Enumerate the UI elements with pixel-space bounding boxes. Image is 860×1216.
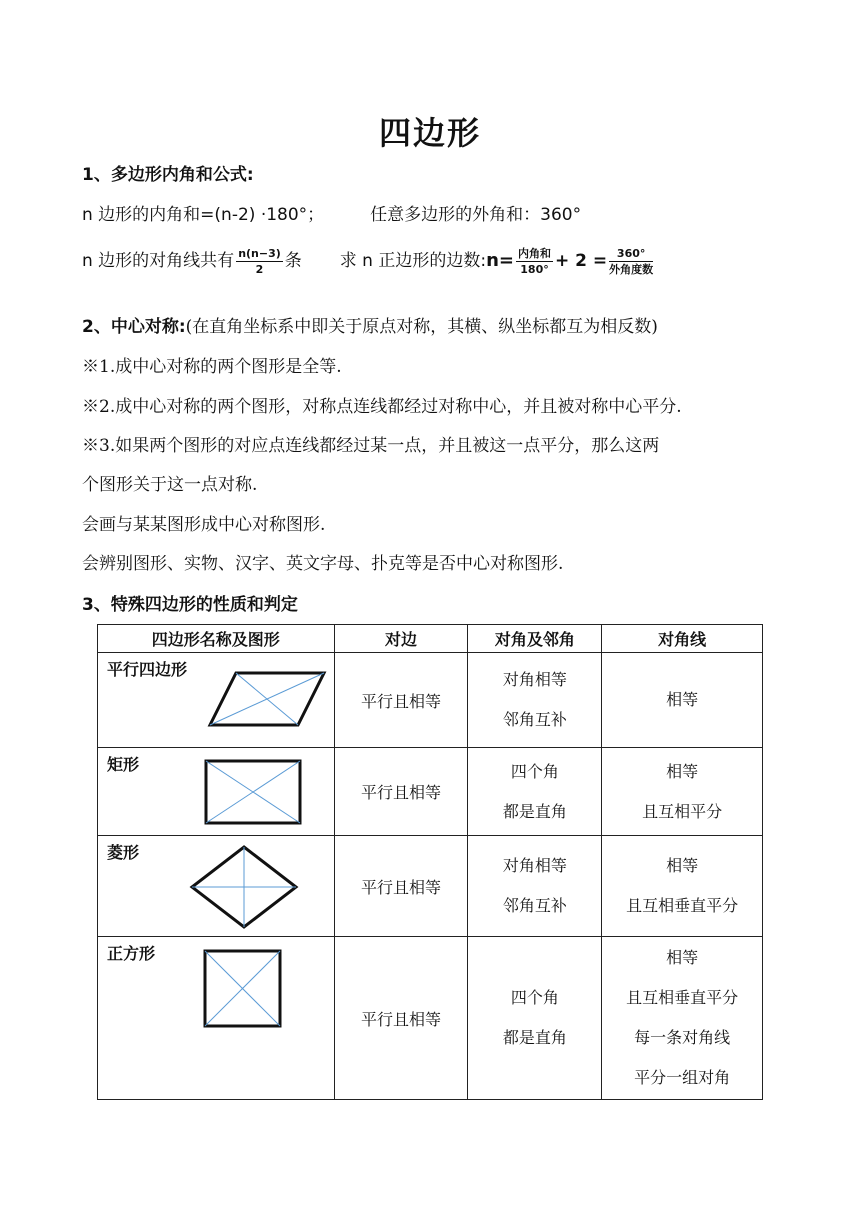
- rectangle-icon: [204, 759, 304, 827]
- symmetry-note-2: 会辨别图形、实物、汉字、英文字母、扑克等是否中心对称图形.: [82, 554, 564, 574]
- diagonal-fraction-numerator: n(n−3): [238, 247, 281, 260]
- interior-fraction-denominator: 180°: [520, 263, 549, 276]
- table-header-row: [98, 625, 763, 653]
- diagonals-line: 相等: [666, 761, 699, 781]
- row-sides: 平行且相等: [334, 836, 468, 937]
- exterior-fraction-numerator: 360°: [609, 246, 653, 262]
- diagonals-line: 相等: [666, 948, 699, 967]
- symmetry-note-1: 会画与某某图形成中心对称图形.: [82, 515, 326, 535]
- row-name: 平行四边形: [107, 660, 188, 679]
- row-diagonals: [602, 836, 763, 937]
- diagonals-line: 相等: [666, 856, 699, 875]
- angles-line: 对角相等: [502, 856, 567, 875]
- row-diagonals: [602, 937, 763, 1100]
- rhombus-icon: [188, 844, 300, 930]
- table-row: [98, 653, 763, 748]
- row-name: 矩形: [107, 755, 140, 774]
- diagonal-text: n 边形的对角线共有: [82, 251, 235, 271]
- angles-line: 邻角互补: [502, 710, 567, 729]
- diagonal-fraction-denominator: 2: [255, 263, 264, 276]
- row-name: 正方形: [107, 944, 156, 963]
- diagonal-unit: 条: [284, 251, 302, 271]
- header-angles: 对角及邻角: [468, 625, 602, 653]
- row-angles: [468, 937, 602, 1100]
- diagonals-line: 平分一组对角: [634, 1068, 731, 1087]
- row-diagonals: [602, 653, 763, 748]
- plus-two: + 2 =: [555, 251, 608, 271]
- side-count-text: 求 n 正边形的边数:: [339, 251, 487, 271]
- row-name: 菱形: [107, 843, 140, 862]
- table-row: [98, 937, 763, 1100]
- symmetry-item-3-cont: 个图形关于这一点对称.: [82, 475, 258, 495]
- diagonal-formula: [82, 246, 655, 277]
- interior-angle-text: n 边形的内角和=(n-2) ·180°；: [82, 205, 325, 225]
- diagonals-line: 且互相垂直平分: [626, 896, 739, 915]
- section2-note: (在直角坐标系中即关于原点对称，其横、纵坐标都互为相反数): [185, 317, 658, 337]
- table-row: [98, 836, 763, 937]
- square-icon: [203, 949, 283, 1029]
- exterior-fraction: [609, 246, 653, 277]
- symmetry-item-3: ※3.如果两个图形的对应点连线都经过某一点，并且被这一点平分，那么这两: [82, 436, 660, 456]
- angles-line: 四个角: [510, 988, 559, 1007]
- interior-fraction: [516, 246, 553, 277]
- diagonals-line: 且互相平分: [642, 801, 723, 821]
- angles-line: 邻角互补: [502, 896, 567, 915]
- row-angles: [468, 748, 602, 836]
- symmetry-item-1: ※1.成中心对称的两个图形是全等.: [82, 357, 342, 377]
- symmetry-item-2: ※2.成中心对称的两个图形，对称点连线都经过对称中心，并且被对称中心平分.: [82, 397, 682, 417]
- row-diagonals: [602, 748, 763, 836]
- header-name-shape: 四边形名称及图形: [98, 625, 335, 653]
- angles-line: 都是直角: [502, 1028, 567, 1047]
- angles-line: 都是直角: [502, 801, 567, 821]
- row-sides: 平行且相等: [334, 937, 468, 1100]
- interior-angle-formula: [82, 200, 581, 225]
- row-sides: 平行且相等: [334, 748, 468, 836]
- row-angles: [468, 653, 602, 748]
- parallelogram-icon: [206, 669, 328, 729]
- row-name-cell: [98, 836, 335, 937]
- exterior-angle-text: 任意多边形的外角和：360°: [370, 205, 582, 225]
- interior-fraction-numerator: 内角和: [518, 247, 551, 260]
- section2-heading-line: [82, 312, 658, 337]
- row-angles: [468, 836, 602, 937]
- diagonals-line: 且互相垂直平分: [626, 988, 739, 1007]
- section2-heading: 2、中心对称:: [82, 317, 186, 337]
- quadrilateral-properties-table: [97, 624, 763, 1100]
- header-diagonals: 对角线: [602, 625, 763, 653]
- side-count-n: n=: [486, 250, 514, 271]
- angles-line: 对角相等: [502, 670, 567, 689]
- header-sides: 对边: [334, 625, 468, 653]
- row-name-cell: [98, 937, 335, 1100]
- angles-line: 四个角: [510, 761, 559, 781]
- page-title: 四边形: [378, 114, 481, 152]
- diagonals-line: 相等: [666, 690, 699, 709]
- row-name-cell: [98, 653, 335, 748]
- row-sides: 平行且相等: [334, 653, 468, 748]
- table-row: [98, 748, 763, 836]
- section1-heading: 1、多边形内角和公式:: [82, 165, 254, 185]
- row-name-cell: [98, 748, 335, 836]
- section3-heading: 3、特殊四边形的性质和判定: [82, 595, 298, 615]
- diagonals-line: 每一条对角线: [634, 1028, 731, 1047]
- exterior-fraction-denominator: 外角度数: [609, 263, 654, 276]
- diagonal-fraction: [236, 246, 283, 277]
